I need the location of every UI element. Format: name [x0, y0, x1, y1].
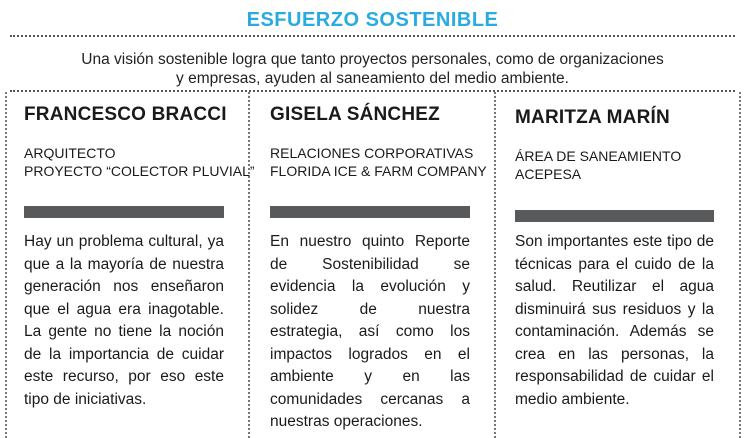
- separator-bar: [270, 206, 470, 218]
- role-line-1: RELACIONES CORPORATIVAS: [270, 145, 474, 161]
- column-divider: [5, 92, 7, 438]
- role-line-1: ÁREA DE SANEAMIENTO: [515, 148, 682, 164]
- role-line-2: PROYECTO “COLECTOR PLUVIAL”: [24, 163, 255, 179]
- dotted-divider-top: [10, 35, 735, 37]
- role-line-2: ACEPESA: [515, 166, 582, 182]
- person-name: MARITZA MARÍN: [515, 107, 670, 128]
- column-divider: [739, 92, 741, 438]
- quote-text: Son importantes este tipo de técnicas para el cuido de la salud. Reutilizar el agua disminuirá sus residuos y la contaminación. Además se crea en las personas, la responsabilidad de cuidar el medio ambiente.: [515, 233, 714, 408]
- testimonial-column-marin: [515, 92, 714, 438]
- intro-line-2: y empresas, ayuden al saneamiento del medio ambiente.: [176, 70, 569, 87]
- person-name: FRANCESCO BRACCI: [24, 104, 227, 125]
- testimonial-column-bracci: [24, 92, 255, 438]
- person-name: GISELA SÁNCHEZ: [270, 104, 440, 125]
- person-role: [24, 144, 255, 180]
- separator-bar: [515, 210, 714, 222]
- person-role: [515, 147, 714, 183]
- intro-line-1: Una visión sostenible logra que tanto proyectos personales, como de organizaciones: [81, 51, 664, 68]
- column-divider: [248, 92, 250, 438]
- section-title: ESFUERZO SOSTENIBLE: [246, 9, 499, 31]
- testimonial-column-sanchez: [270, 92, 487, 438]
- quote-text: Hay un problema cultural, ya que a la mayoría de nuestra generación nos enseñaron que el agua era inagotable. La gente no tiene la noción de la importancia de cuidar este recurso, por eso este tipo de iniciativas.: [24, 233, 224, 408]
- column-divider: [494, 92, 496, 438]
- quote-text: En nuestro quinto Reporte de Sostenibilidad se evidencia la evolución y solidez de nuestra estrategia, así como los impactos logrados en el ambiente y en las comunidades cercanas a nuestras operaciones.: [270, 233, 470, 430]
- person-role: [270, 144, 487, 180]
- separator-bar: [24, 206, 224, 218]
- intro-text: [0, 50, 745, 88]
- role-line-2: FLORIDA ICE & FARM COMPANY: [270, 163, 487, 179]
- role-line-1: ARQUITECTO: [24, 145, 116, 161]
